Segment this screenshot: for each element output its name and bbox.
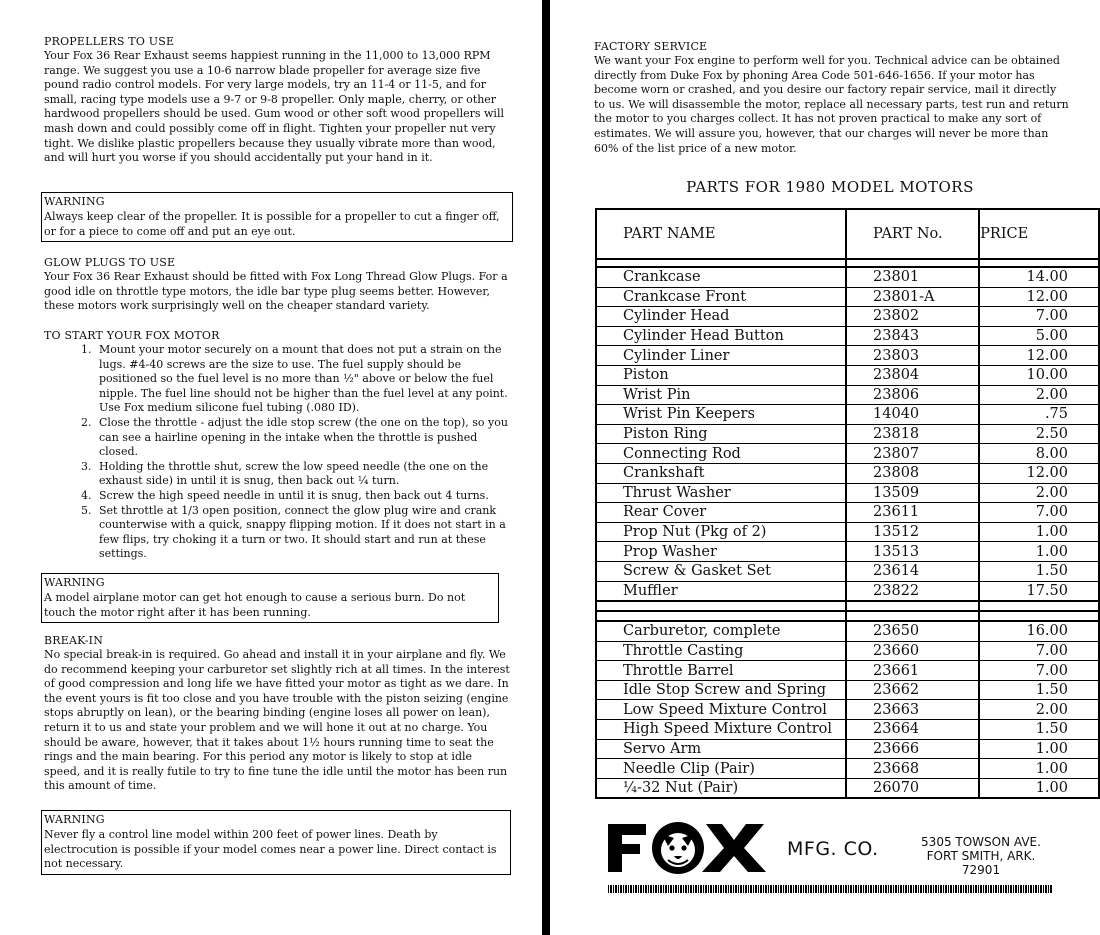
part-name-cell: Prop Nut (Pkg of 2) xyxy=(596,522,846,542)
part-number-cell: 23818 xyxy=(846,424,979,444)
table-row xyxy=(596,385,1099,405)
column-header-part-no: PART No. xyxy=(846,209,979,259)
propellers-section xyxy=(44,35,510,166)
part-number-cell: 23802 xyxy=(846,307,979,327)
parts-body xyxy=(596,259,1099,798)
part-name-cell: Wrist Pin Keepers xyxy=(596,405,846,425)
price-cell: 16.00 xyxy=(979,621,1099,641)
table-row xyxy=(596,287,1099,307)
table-row xyxy=(596,307,1099,327)
table-row xyxy=(596,444,1099,464)
price-cell: 12.00 xyxy=(979,463,1099,483)
price-cell: 1.00 xyxy=(979,759,1099,779)
part-number-cell: 23650 xyxy=(846,621,979,641)
part-number-cell: 23801-A xyxy=(846,287,979,307)
table-gap-row xyxy=(596,611,1099,621)
left-page xyxy=(0,0,542,935)
start-heading: TO START YOUR FOX MOTOR xyxy=(44,329,220,342)
part-number-cell: 26070 xyxy=(846,778,979,798)
part-number-cell: 23843 xyxy=(846,326,979,346)
part-number-cell: 23663 xyxy=(846,700,979,720)
table-row xyxy=(596,621,1099,641)
price-cell: 1.00 xyxy=(979,778,1099,798)
price-cell: 14.00 xyxy=(979,267,1099,287)
price-cell: 8.00 xyxy=(979,444,1099,464)
break-in-heading: BREAK-IN xyxy=(44,634,104,647)
part-number-cell: 23801 xyxy=(846,267,979,287)
start-steps xyxy=(44,343,510,562)
part-name-cell: Cylinder Liner xyxy=(596,346,846,366)
part-name-cell: ¼-32 Nut (Pair) xyxy=(596,778,846,798)
warning-burn-text: A model airplane motor can get hot enough to cause a serious burn. Do not touch the motor right after it has been running. xyxy=(44,591,466,619)
part-number-cell: 23668 xyxy=(846,759,979,779)
parts-table xyxy=(595,208,1100,799)
table-row xyxy=(596,483,1099,503)
part-number-cell: 23661 xyxy=(846,661,979,681)
table-row xyxy=(596,503,1099,523)
part-name-cell: Crankshaft xyxy=(596,463,846,483)
part-name-cell: Crankcase xyxy=(596,267,846,287)
price-cell: 2.00 xyxy=(979,483,1099,503)
price-cell: 7.00 xyxy=(979,307,1099,327)
start-step: 2. Close the throttle - adjust the idle stop screw (the one on the top), so you can see a hairline opening in the intake when the throttle is pushed closed. xyxy=(81,415,508,459)
table-row xyxy=(596,641,1099,661)
factory-service-heading: FACTORY SERVICE xyxy=(594,40,708,53)
warning-burn-box xyxy=(41,573,499,623)
break-in-text: No special break-in is required. Go ahead and install it in your airplane and fly. We do recommend keeping your carburetor set slightly rich at all times. In the interest of good compression and long life we have fitted your motor as tight as we dare. In the event yours is fit too close and you have trouble with the piston seizing (engine stops abruptly on lean), or the bearing binding (engine loses all power on lean), return it to us and state your problem and we will hone it out at no charge. You should be aware, however, that it takes about 1½ hours running time to seat the rings and the main bearing. For this period any motor is likely to stop at idle speed, and it is really futile to try to fine tune the idle until the motor has been run this amount of time. xyxy=(44,648,510,793)
part-name-cell: Connecting Rod xyxy=(596,444,846,464)
part-number-cell: 23614 xyxy=(846,561,979,581)
price-cell: 1.50 xyxy=(979,720,1099,740)
part-name-cell: Low Speed Mixture Control xyxy=(596,700,846,720)
part-number-cell: 13513 xyxy=(846,542,979,562)
part-number-cell: 23808 xyxy=(846,463,979,483)
part-name-cell: Throttle Casting xyxy=(596,641,846,661)
break-in-section xyxy=(44,634,510,794)
price-cell: 10.00 xyxy=(979,365,1099,385)
mfg-co-label: MFG. CO. xyxy=(787,838,879,860)
glow-plugs-section xyxy=(44,256,510,314)
warning-propeller-text: Always keep clear of the propeller. It is possible for a propeller to cut a finger off, or for a piece to come off and put an eye out. xyxy=(44,210,500,238)
table-row xyxy=(596,739,1099,759)
price-cell: 12.00 xyxy=(979,287,1099,307)
parts-header-row xyxy=(596,209,1099,259)
part-number-cell: 13512 xyxy=(846,522,979,542)
price-cell: 2.00 xyxy=(979,700,1099,720)
part-number-cell: 23611 xyxy=(846,503,979,523)
part-name-cell: Idle Stop Screw and Spring xyxy=(596,680,846,700)
part-name-cell: Thrust Washer xyxy=(596,483,846,503)
part-name-cell: Piston Ring xyxy=(596,424,846,444)
part-name-cell: Needle Clip (Pair) xyxy=(596,759,846,779)
part-number-cell: 23666 xyxy=(846,739,979,759)
price-cell: 5.00 xyxy=(979,326,1099,346)
price-cell: 17.50 xyxy=(979,581,1099,601)
page-gutter xyxy=(542,0,550,935)
part-name-cell: Rear Cover xyxy=(596,503,846,523)
barcode-strip xyxy=(608,885,1053,893)
part-name-cell: Servo Arm xyxy=(596,739,846,759)
price-cell: 1.50 xyxy=(979,561,1099,581)
warning-power-lines-box xyxy=(41,810,511,875)
price-cell: 1.00 xyxy=(979,542,1099,562)
table-row xyxy=(596,700,1099,720)
price-cell: 12.00 xyxy=(979,346,1099,366)
start-step: 5. Set throttle at 1/3 open position, connect the glow plug wire and crank counterwise with a quick, snappy flipping motion. If it does not start in a few flips, try choking it a turn or two. It should start and run at these settings. xyxy=(81,503,506,561)
part-number-cell: 23660 xyxy=(846,641,979,661)
part-number-cell: 23807 xyxy=(846,444,979,464)
part-number-cell: 13509 xyxy=(846,483,979,503)
warning-power-lines-heading: WARNING xyxy=(44,813,105,826)
table-row xyxy=(596,561,1099,581)
price-cell: 2.50 xyxy=(979,424,1099,444)
glow-plugs-heading: GLOW PLUGS TO USE xyxy=(44,256,176,269)
table-row xyxy=(596,759,1099,779)
part-number-cell: 23804 xyxy=(846,365,979,385)
warning-propeller-box xyxy=(41,192,513,242)
part-number-cell: 23664 xyxy=(846,720,979,740)
price-cell: 1.50 xyxy=(979,680,1099,700)
part-name-cell: Throttle Barrel xyxy=(596,661,846,681)
table-row xyxy=(596,778,1099,798)
table-row xyxy=(596,720,1099,740)
start-step: 1. Mount your motor securely on a mount that does not put a strain on the lugs. #4-40 screws are the size to use. The fuel supply should be positioned so the fuel level is no more than ½" above or below the fuel nipple. The fuel line should not be higher than the fuel level at any point. Use Fox medium silicone fuel tubing (.080 ID). xyxy=(81,343,508,415)
price-cell: 7.00 xyxy=(979,503,1099,523)
table-row xyxy=(596,680,1099,700)
warning-propeller-heading: WARNING xyxy=(44,195,105,208)
parts-title: PARTS FOR 1980 MODEL MOTORS xyxy=(686,178,974,196)
part-name-cell: Screw & Gasket Set xyxy=(596,561,846,581)
price-cell: .75 xyxy=(979,405,1099,425)
price-cell: 7.00 xyxy=(979,661,1099,681)
table-gap-row xyxy=(596,601,1099,611)
table-row xyxy=(596,405,1099,425)
address-line-2: FORT SMITH, ARK. 72901 xyxy=(926,849,1036,877)
propellers-text: Your Fox 36 Rear Exhaust seems happiest running in the 11,000 to 13,000 RPM range. We suggest you use a 10-6 narrow blade propeller for average size five pound radio control models. For very large models, try an 11-4 or 11-5, and for small, racing type models use a 9-7 or 9-8 propeller. Only maple, cherry, or other hardwood propellers should be used. Gum wood or other soft wood propellers will mash down and could possibly come off in flight. Tighten your propeller nut very tight. We dislike plastic propellers because they usually vibrate more than wood, and will hurt you worse if you should accidentally put your hand in it. xyxy=(44,49,504,165)
company-address xyxy=(906,835,1056,877)
warning-power-lines-text: Never fly a control line model within 200 feet of power lines. Death by electrocution is possible if your model comes near a power line. Direct contact is not necessary. xyxy=(44,828,497,871)
table-row xyxy=(596,463,1099,483)
start-step: 3. Holding the throttle shut, screw the low speed needle (the one on the exhaust side) in until it is snug, then back out ¼ turn. xyxy=(81,459,489,488)
part-name-cell: Cylinder Head xyxy=(596,307,846,327)
part-number-cell: 14040 xyxy=(846,405,979,425)
table-row xyxy=(596,581,1099,601)
address-line-1: 5305 TOWSON AVE. xyxy=(921,835,1041,849)
start-section xyxy=(44,329,510,562)
part-name-cell: Muffler xyxy=(596,581,846,601)
part-name-cell: High Speed Mixture Control xyxy=(596,720,846,740)
part-number-cell: 23822 xyxy=(846,581,979,601)
part-name-cell: Carburetor, complete xyxy=(596,621,846,641)
table-row xyxy=(596,661,1099,681)
part-name-cell: Piston xyxy=(596,365,846,385)
table-spacer-row xyxy=(596,259,1099,267)
table-row xyxy=(596,522,1099,542)
table-row xyxy=(596,365,1099,385)
glow-plugs-text: Your Fox 36 Rear Exhaust should be fitted with Fox Long Thread Glow Plugs. For a good idle on throttle type motors, the idle bar type plug seems better. However, these motors work surprisingly well on the cheaper standard variety. xyxy=(44,270,508,313)
warning-burn-heading: WARNING xyxy=(44,576,105,589)
price-cell: 2.00 xyxy=(979,385,1099,405)
part-number-cell: 23662 xyxy=(846,680,979,700)
part-number-cell: 23806 xyxy=(846,385,979,405)
part-number-cell: 23803 xyxy=(846,346,979,366)
part-name-cell: Cylinder Head Button xyxy=(596,326,846,346)
start-step: 4. Screw the high speed needle in until it is snug, then back out 4 turns. xyxy=(81,488,489,502)
table-row xyxy=(596,267,1099,287)
table-row xyxy=(596,346,1099,366)
price-cell: 1.00 xyxy=(979,522,1099,542)
factory-service-section xyxy=(594,40,1069,156)
column-header-part-name: PART NAME xyxy=(596,209,846,259)
part-name-cell: Prop Washer xyxy=(596,542,846,562)
part-name-cell: Crankcase Front xyxy=(596,287,846,307)
table-row xyxy=(596,542,1099,562)
propellers-heading: PROPELLERS TO USE xyxy=(44,35,175,48)
price-cell: 1.00 xyxy=(979,739,1099,759)
table-row xyxy=(596,424,1099,444)
column-header-price: PRICE xyxy=(979,209,1099,259)
part-name-cell: Wrist Pin xyxy=(596,385,846,405)
price-cell: 7.00 xyxy=(979,641,1099,661)
table-row xyxy=(596,326,1099,346)
fox-logo xyxy=(608,820,768,876)
factory-service-text: We want your Fox engine to perform well for you. Technical advice can be obtained directly from Duke Fox by phoning Area Code 501-646-1656. If your motor has become worn or crashed, and you desire our factory repair service, mail it directly to us. We will disassemble the motor, replace all necessary parts, test run and return the motor to you charges collect. It has not proven practical to make any sort of estimates. We will assure you, however, that our charges will never be more than 60% of the list price of a new motor. xyxy=(594,54,1069,155)
